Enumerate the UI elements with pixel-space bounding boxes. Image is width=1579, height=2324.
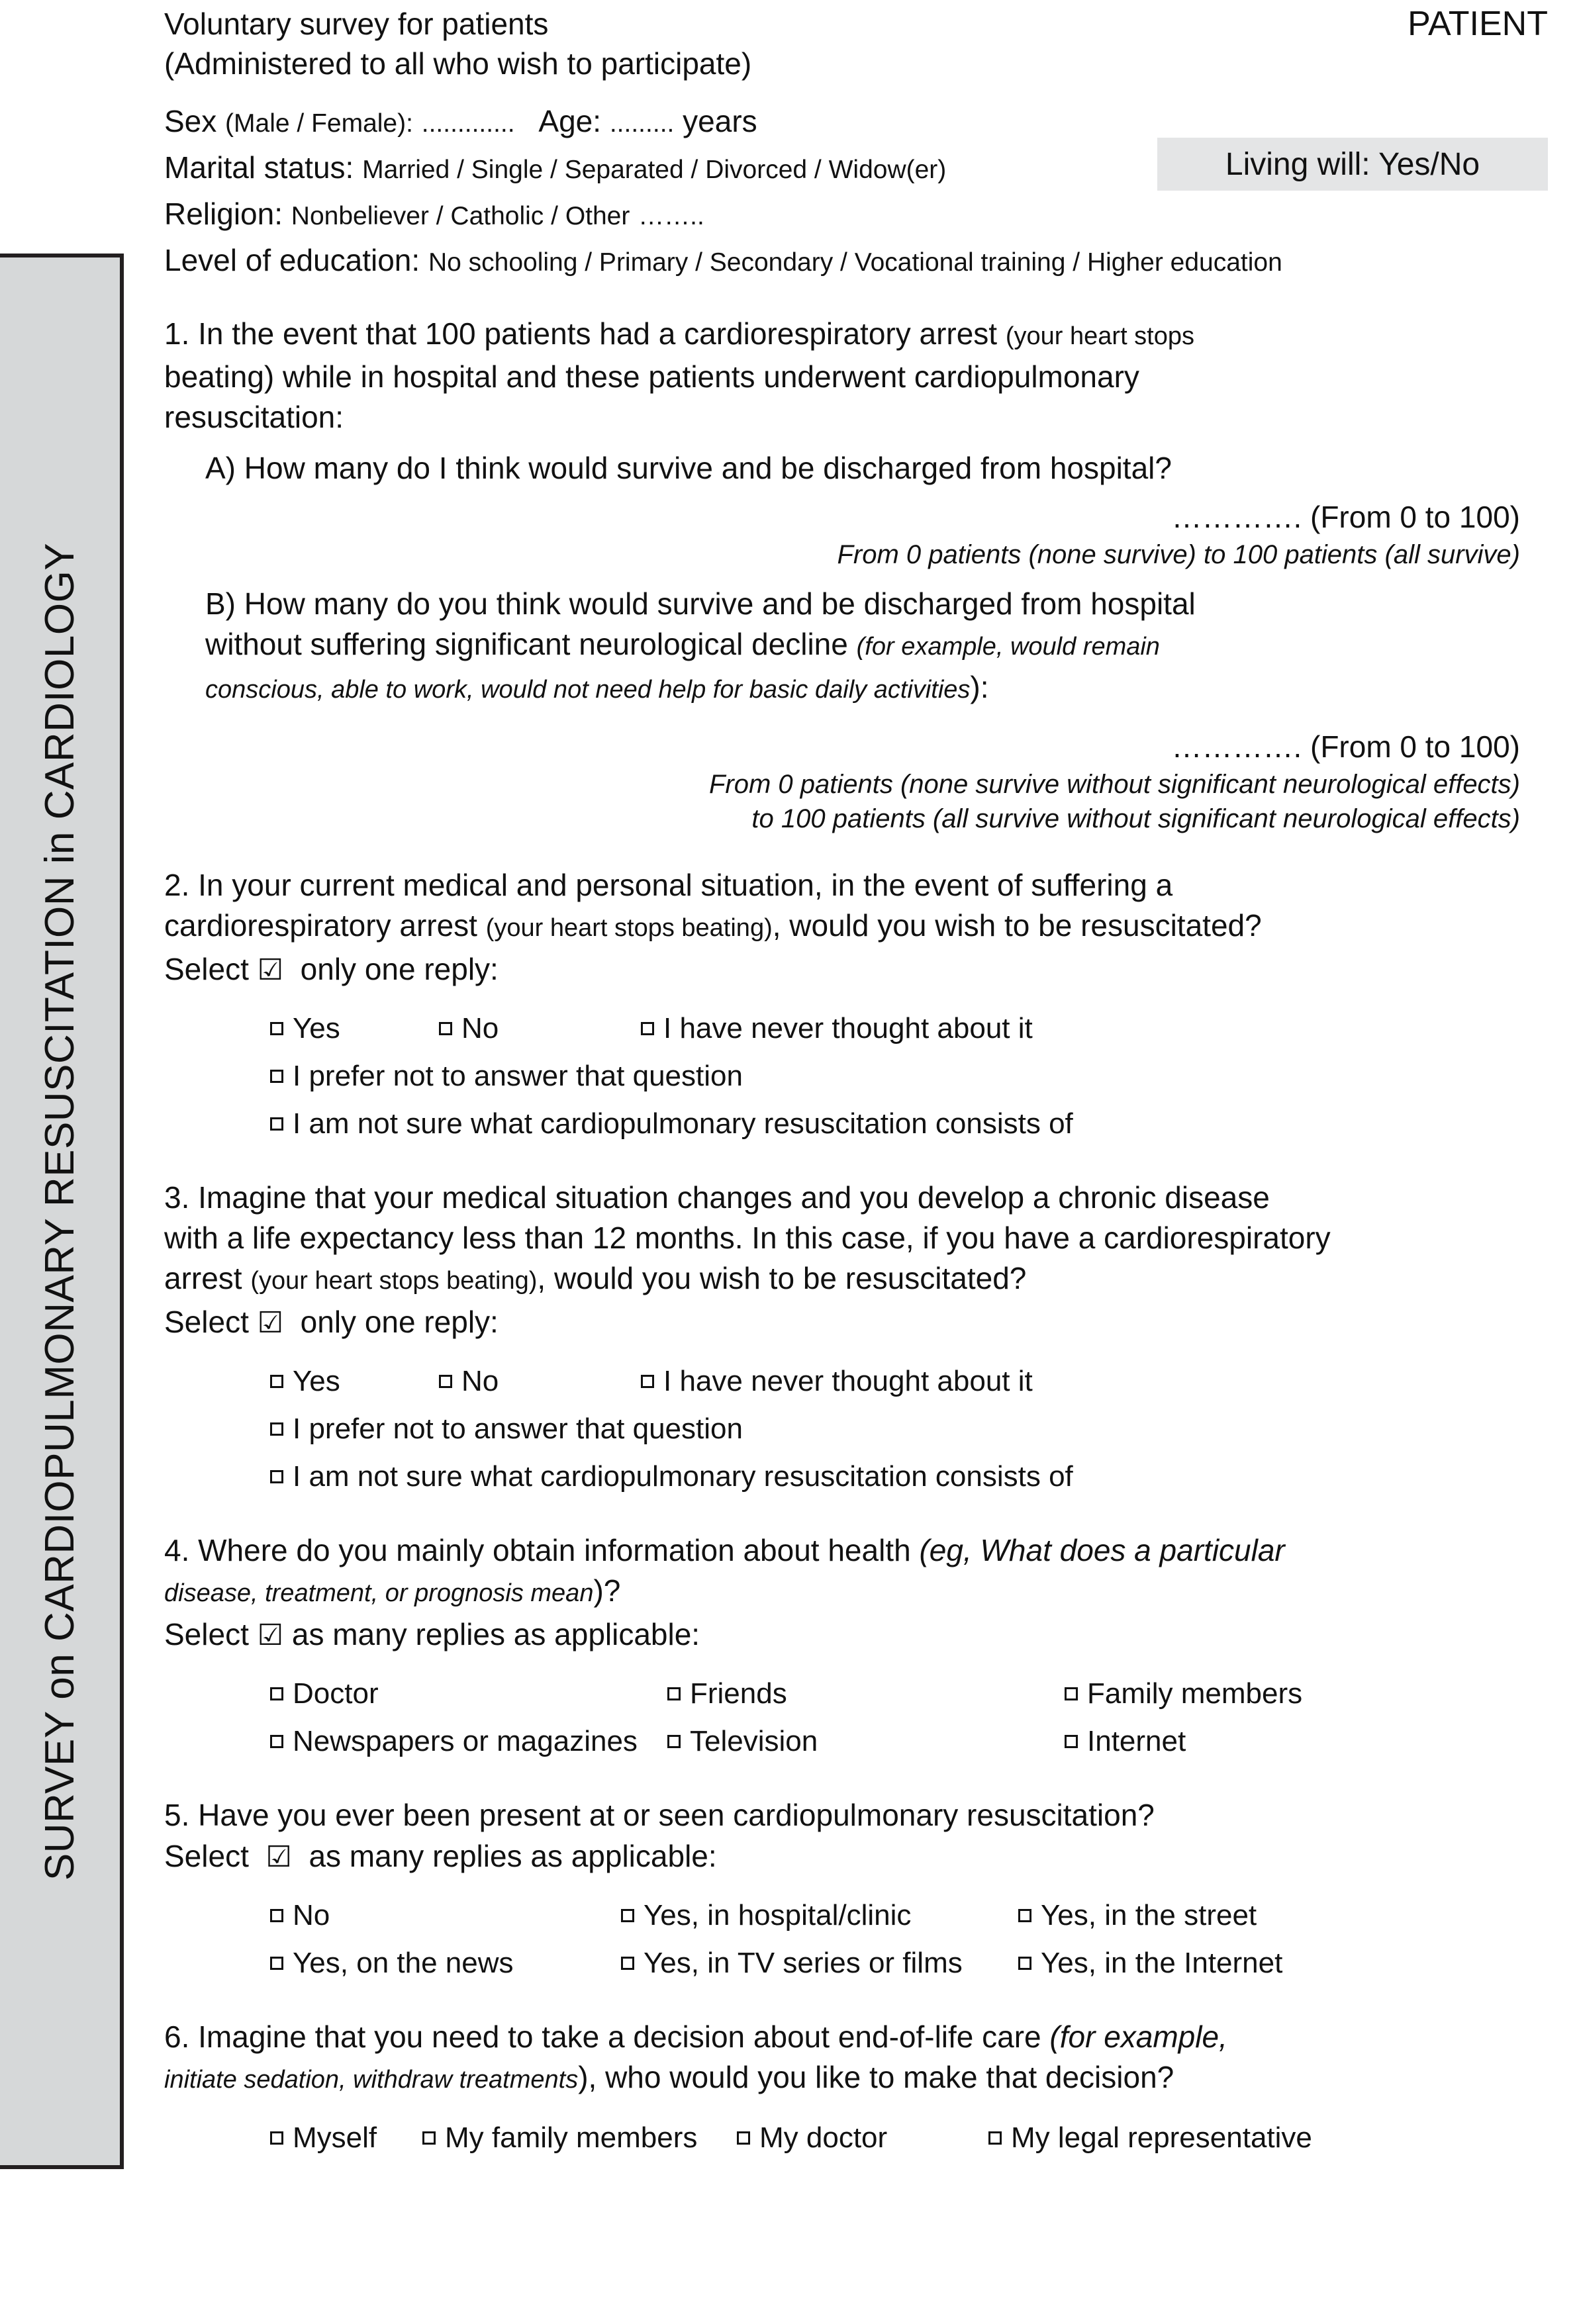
religion-options[interactable]: Nonbeliever / Catholic / Other <box>291 202 630 230</box>
living-will-label: Living will: Yes/No <box>1225 146 1480 182</box>
age-label: Age: <box>538 104 602 138</box>
marital-label: Marital status: <box>164 150 354 185</box>
option-row <box>270 1943 1548 1984</box>
question-2-options <box>164 1008 1548 1144</box>
checkbox-icon[interactable] <box>422 2131 436 2145</box>
checkbox-icon[interactable] <box>439 1375 452 1388</box>
marital-options[interactable]: Married / Single / Separated / Divorced / Widow(er) <box>362 156 947 184</box>
question-1a-answer-line[interactable]: …………. (From 0 to 100) <box>1171 500 1520 534</box>
checkbox-icon[interactable] <box>1065 1687 1078 1700</box>
survey-title-text: SURVEY on CARDIOPULMONARY RESUSCITATION in CARDIOLOGY <box>37 542 83 1881</box>
option-label: Myself <box>293 2121 377 2154</box>
q2-select-suffix: only one reply: <box>300 952 499 986</box>
checkbox-icon[interactable] <box>270 1687 283 1700</box>
q2-select-prefix: Select <box>164 952 249 986</box>
option-label: Yes <box>293 1365 340 1397</box>
checkbox-icon[interactable] <box>641 1022 654 1035</box>
option-label: I am not sure what cardiopulmonary resuscitation consists of <box>293 1460 1073 1493</box>
checked-box-icon: ☑ <box>257 1307 284 1339</box>
option-yes-tv-series-films[interactable] <box>621 1943 1018 1984</box>
education-options[interactable]: No schooling / Primary / Secondary / Vocational training / Higher education <box>428 248 1282 277</box>
q1-paren-1: (your heart stops <box>1005 322 1195 350</box>
option-label: Yes, in the Internet <box>1041 1947 1283 1979</box>
q1b-text-3-end: ): <box>970 670 989 704</box>
checkbox-icon[interactable] <box>667 1687 681 1700</box>
option-row <box>270 1721 1548 1762</box>
age-unit: years <box>683 104 757 138</box>
option-row <box>270 1008 1548 1049</box>
option-newspapers-magazines[interactable] <box>270 1721 667 1762</box>
option-row <box>270 1673 1548 1714</box>
question-5-text: 5. Have you ever been present at or seen cardiopulmonary resuscitation? <box>164 1798 1155 1832</box>
q1-text-1: 1. In the event that 100 patients had a cardiorespiratory arrest <box>164 316 1006 351</box>
checkbox-icon[interactable] <box>621 1957 634 1970</box>
age-blank[interactable]: ......... <box>609 109 675 138</box>
checkbox-icon[interactable] <box>270 1957 283 1970</box>
checkbox-icon[interactable] <box>1018 1909 1031 1922</box>
checkbox-icon[interactable] <box>270 1470 283 1483</box>
option-my-doctor[interactable] <box>737 2117 988 2159</box>
q2-paren-2: (your heart stops beating) <box>485 914 773 942</box>
question-1b-note-2: to 100 patients (all survive without significant neurological effects) <box>751 804 1520 833</box>
option-yes-internet[interactable] <box>1018 1943 1282 1984</box>
checkbox-icon[interactable] <box>667 1735 681 1748</box>
checkbox-icon[interactable] <box>270 2131 283 2145</box>
checkbox-icon[interactable] <box>270 1022 283 1035</box>
option-never-thought[interactable] <box>641 1008 1033 1049</box>
question-1 <box>164 314 1548 836</box>
question-1a-text: A) How many do I think would survive and be discharged from hospital? <box>205 451 1172 485</box>
checkbox-icon[interactable] <box>988 2131 1002 2145</box>
option-row <box>270 2117 1548 2159</box>
option-row <box>270 1895 1548 1936</box>
question-3-select-instruction <box>164 1301 1548 1344</box>
checkbox-icon[interactable] <box>1065 1735 1078 1748</box>
option-yes-street[interactable] <box>1018 1895 1257 1936</box>
option-label: Yes, in TV series or films <box>644 1947 963 1979</box>
q2-text-2-end: , would you wish to be resuscitated? <box>772 908 1262 943</box>
option-label: Yes <box>293 1012 340 1045</box>
option-row <box>270 1056 1548 1097</box>
option-my-legal-representative[interactable] <box>988 2117 1312 2159</box>
question-4 <box>164 1530 1548 1762</box>
option-label: Yes, on the news <box>293 1947 514 1979</box>
option-row <box>270 1103 1548 1144</box>
option-not-sure-cpr[interactable] <box>270 1103 1073 1144</box>
question-1b-answer-line[interactable]: …………. (From 0 to 100) <box>1171 729 1520 764</box>
option-no[interactable] <box>439 1008 641 1049</box>
q3-select-prefix: Select <box>164 1305 249 1339</box>
option-label: I have never thought about it <box>663 1365 1033 1397</box>
checkbox-icon[interactable] <box>641 1375 654 1388</box>
option-label: No <box>293 1899 330 1931</box>
option-no[interactable] <box>270 1895 621 1936</box>
q6-italic-2: initiate sedation, withdraw treatments <box>164 2066 579 2094</box>
option-myself[interactable] <box>270 2117 422 2159</box>
question-1b-text <box>164 584 1548 710</box>
option-television[interactable] <box>667 1721 1065 1762</box>
question-6-options <box>164 2117 1548 2159</box>
question-3-text <box>164 1178 1548 1301</box>
q3-text-2: with a life expectancy less than 12 months. In this case, if you have a cardiorespiratory <box>164 1221 1331 1255</box>
option-label: No <box>461 1012 499 1045</box>
q4-select-prefix: Select <box>164 1617 249 1651</box>
question-5 <box>164 1795 1548 1984</box>
checked-box-icon: ☑ <box>257 954 284 986</box>
question-1b-note-1: From 0 patients (none survive without significant neurological effects) <box>708 770 1520 799</box>
option-prefer-not-answer[interactable] <box>270 1409 743 1450</box>
option-no[interactable] <box>439 1361 641 1402</box>
option-row <box>270 1409 1548 1450</box>
option-row <box>270 1361 1548 1402</box>
q1b-text-1: B) How many do you think would survive and be discharged from hospital <box>205 586 1196 621</box>
religion-blank[interactable]: …….. <box>638 202 704 230</box>
q1b-text-2: without suffering significant neurological decline <box>205 627 857 661</box>
option-label: Internet <box>1087 1725 1186 1757</box>
sex-options: (Male / Female): <box>225 109 413 138</box>
option-label: Yes, in the street <box>1041 1899 1257 1931</box>
question-6 <box>164 2017 1548 2159</box>
question-5-select-instruction <box>164 1836 1548 1878</box>
sex-blank[interactable]: ............. <box>421 109 515 138</box>
checkbox-icon[interactable] <box>270 1735 283 1748</box>
option-yes-hospital-clinic[interactable] <box>621 1895 1018 1936</box>
option-label: My family members <box>445 2121 698 2154</box>
q1b-italic-2: (for example, would remain <box>856 633 1160 661</box>
religion-label: Religion: <box>164 197 283 231</box>
option-row <box>270 1456 1548 1497</box>
q4-select-suffix: as many replies as applicable: <box>291 1617 700 1651</box>
question-1-text <box>164 314 1548 438</box>
option-label: Newspapers or magazines <box>293 1725 638 1757</box>
option-label: Yes, in hospital/clinic <box>644 1899 912 1931</box>
question-2-text <box>164 865 1548 949</box>
question-3 <box>164 1178 1548 1497</box>
q6-text-2-end: ), who would you like to make that decision? <box>578 2060 1174 2094</box>
option-yes-news[interactable] <box>270 1943 621 1984</box>
religion-line <box>164 192 1548 238</box>
option-label: Television <box>690 1725 818 1757</box>
option-label: Family members <box>1087 1677 1303 1710</box>
sex-label: Sex <box>164 104 217 138</box>
q1b-italic-3: conscious, able to work, would not need help for basic daily activities <box>205 676 971 704</box>
option-yes[interactable] <box>270 1361 439 1402</box>
living-will-field[interactable] <box>1157 138 1548 191</box>
question-2 <box>164 865 1548 1144</box>
q1-text-3: resuscitation: <box>164 400 344 434</box>
checkbox-icon[interactable] <box>270 1070 283 1083</box>
checkbox-icon[interactable] <box>270 1909 283 1922</box>
checked-box-icon: ☑ <box>257 1619 284 1651</box>
header-line-2: (Administered to all who wish to participate) <box>164 46 752 81</box>
option-never-thought[interactable] <box>641 1361 1033 1402</box>
q4-italic-1: (eg, What does a particular <box>919 1533 1285 1567</box>
q3-paren-3: (your heart stops beating) <box>250 1267 538 1295</box>
checked-box-icon: ☑ <box>265 1841 292 1873</box>
checkbox-icon[interactable] <box>439 1022 452 1035</box>
q2-text-1: 2. In your current medical and personal situation, in the event of suffering a <box>164 868 1173 902</box>
q6-italic-1: (for example, <box>1049 2020 1227 2054</box>
option-label: My legal representative <box>1011 2121 1312 2154</box>
option-prefer-not-answer[interactable] <box>270 1056 743 1097</box>
q2-text-2: cardiorespiratory arrest <box>164 908 486 943</box>
checkbox-icon[interactable] <box>270 1422 283 1436</box>
question-4-options <box>164 1673 1548 1762</box>
option-label: No <box>461 1365 499 1397</box>
question-4-select-instruction <box>164 1614 1548 1656</box>
option-label: Friends <box>690 1677 787 1710</box>
demographics-block <box>164 99 1548 285</box>
option-label: Doctor <box>293 1677 379 1710</box>
q3-text-3: arrest <box>164 1261 251 1295</box>
option-label: I have never thought about it <box>663 1012 1033 1045</box>
respondent-type-label: PATIENT <box>1408 5 1548 43</box>
q4-italic-2: disease, treatment, or prognosis mean <box>164 1579 594 1607</box>
option-label: I prefer not to answer that question <box>293 1060 743 1092</box>
q3-select-suffix: only one reply: <box>300 1305 499 1339</box>
question-3-options <box>164 1361 1548 1497</box>
education-label: Level of education: <box>164 243 420 277</box>
question-6-text <box>164 2017 1548 2100</box>
q4-text-1: 4. Where do you mainly obtain information about health <box>164 1533 920 1567</box>
checkbox-icon[interactable] <box>621 1909 634 1922</box>
question-2-select-instruction <box>164 949 1548 991</box>
q6-text-1: 6. Imagine that you need to take a decision about end-of-life care <box>164 2020 1050 2054</box>
header-line-1: Voluntary survey for patients <box>164 7 549 41</box>
q5-select-suffix: as many replies as applicable: <box>309 1839 717 1873</box>
question-1a-note: From 0 patients (none survive) to 100 patients (all survive) <box>837 540 1520 569</box>
q4-text-2-end: )? <box>593 1573 621 1608</box>
q3-text-3-end: , would you wish to be resuscitated? <box>537 1261 1027 1295</box>
q5-select-prefix: Select <box>164 1839 249 1873</box>
option-doctor[interactable] <box>270 1673 667 1714</box>
q3-text-1: 3. Imagine that your medical situation changes and you develop a chronic disease <box>164 1180 1270 1215</box>
option-yes[interactable] <box>270 1008 439 1049</box>
option-label: My doctor <box>759 2121 888 2154</box>
survey-title-sidebar <box>0 254 124 2169</box>
q1-text-2: beating) while in hospital and these patients underwent cardiopulmonary <box>164 359 1139 394</box>
checkbox-icon[interactable] <box>737 2131 750 2145</box>
option-my-family-members[interactable] <box>422 2117 737 2159</box>
checkbox-icon[interactable] <box>270 1117 283 1131</box>
option-internet[interactable] <box>1065 1721 1186 1762</box>
question-5-options <box>164 1895 1548 1984</box>
education-line <box>164 238 1548 285</box>
checkbox-icon[interactable] <box>1018 1957 1031 1970</box>
question-4-text <box>164 1530 1548 1614</box>
checkbox-icon[interactable] <box>270 1375 283 1388</box>
option-friends[interactable] <box>667 1673 1065 1714</box>
option-not-sure-cpr[interactable] <box>270 1456 1073 1497</box>
option-label: I am not sure what cardiopulmonary resuscitation consists of <box>293 1107 1073 1140</box>
option-label: I prefer not to answer that question <box>293 1413 743 1445</box>
option-family-members[interactable] <box>1065 1673 1302 1714</box>
survey-content <box>164 0 1548 2165</box>
